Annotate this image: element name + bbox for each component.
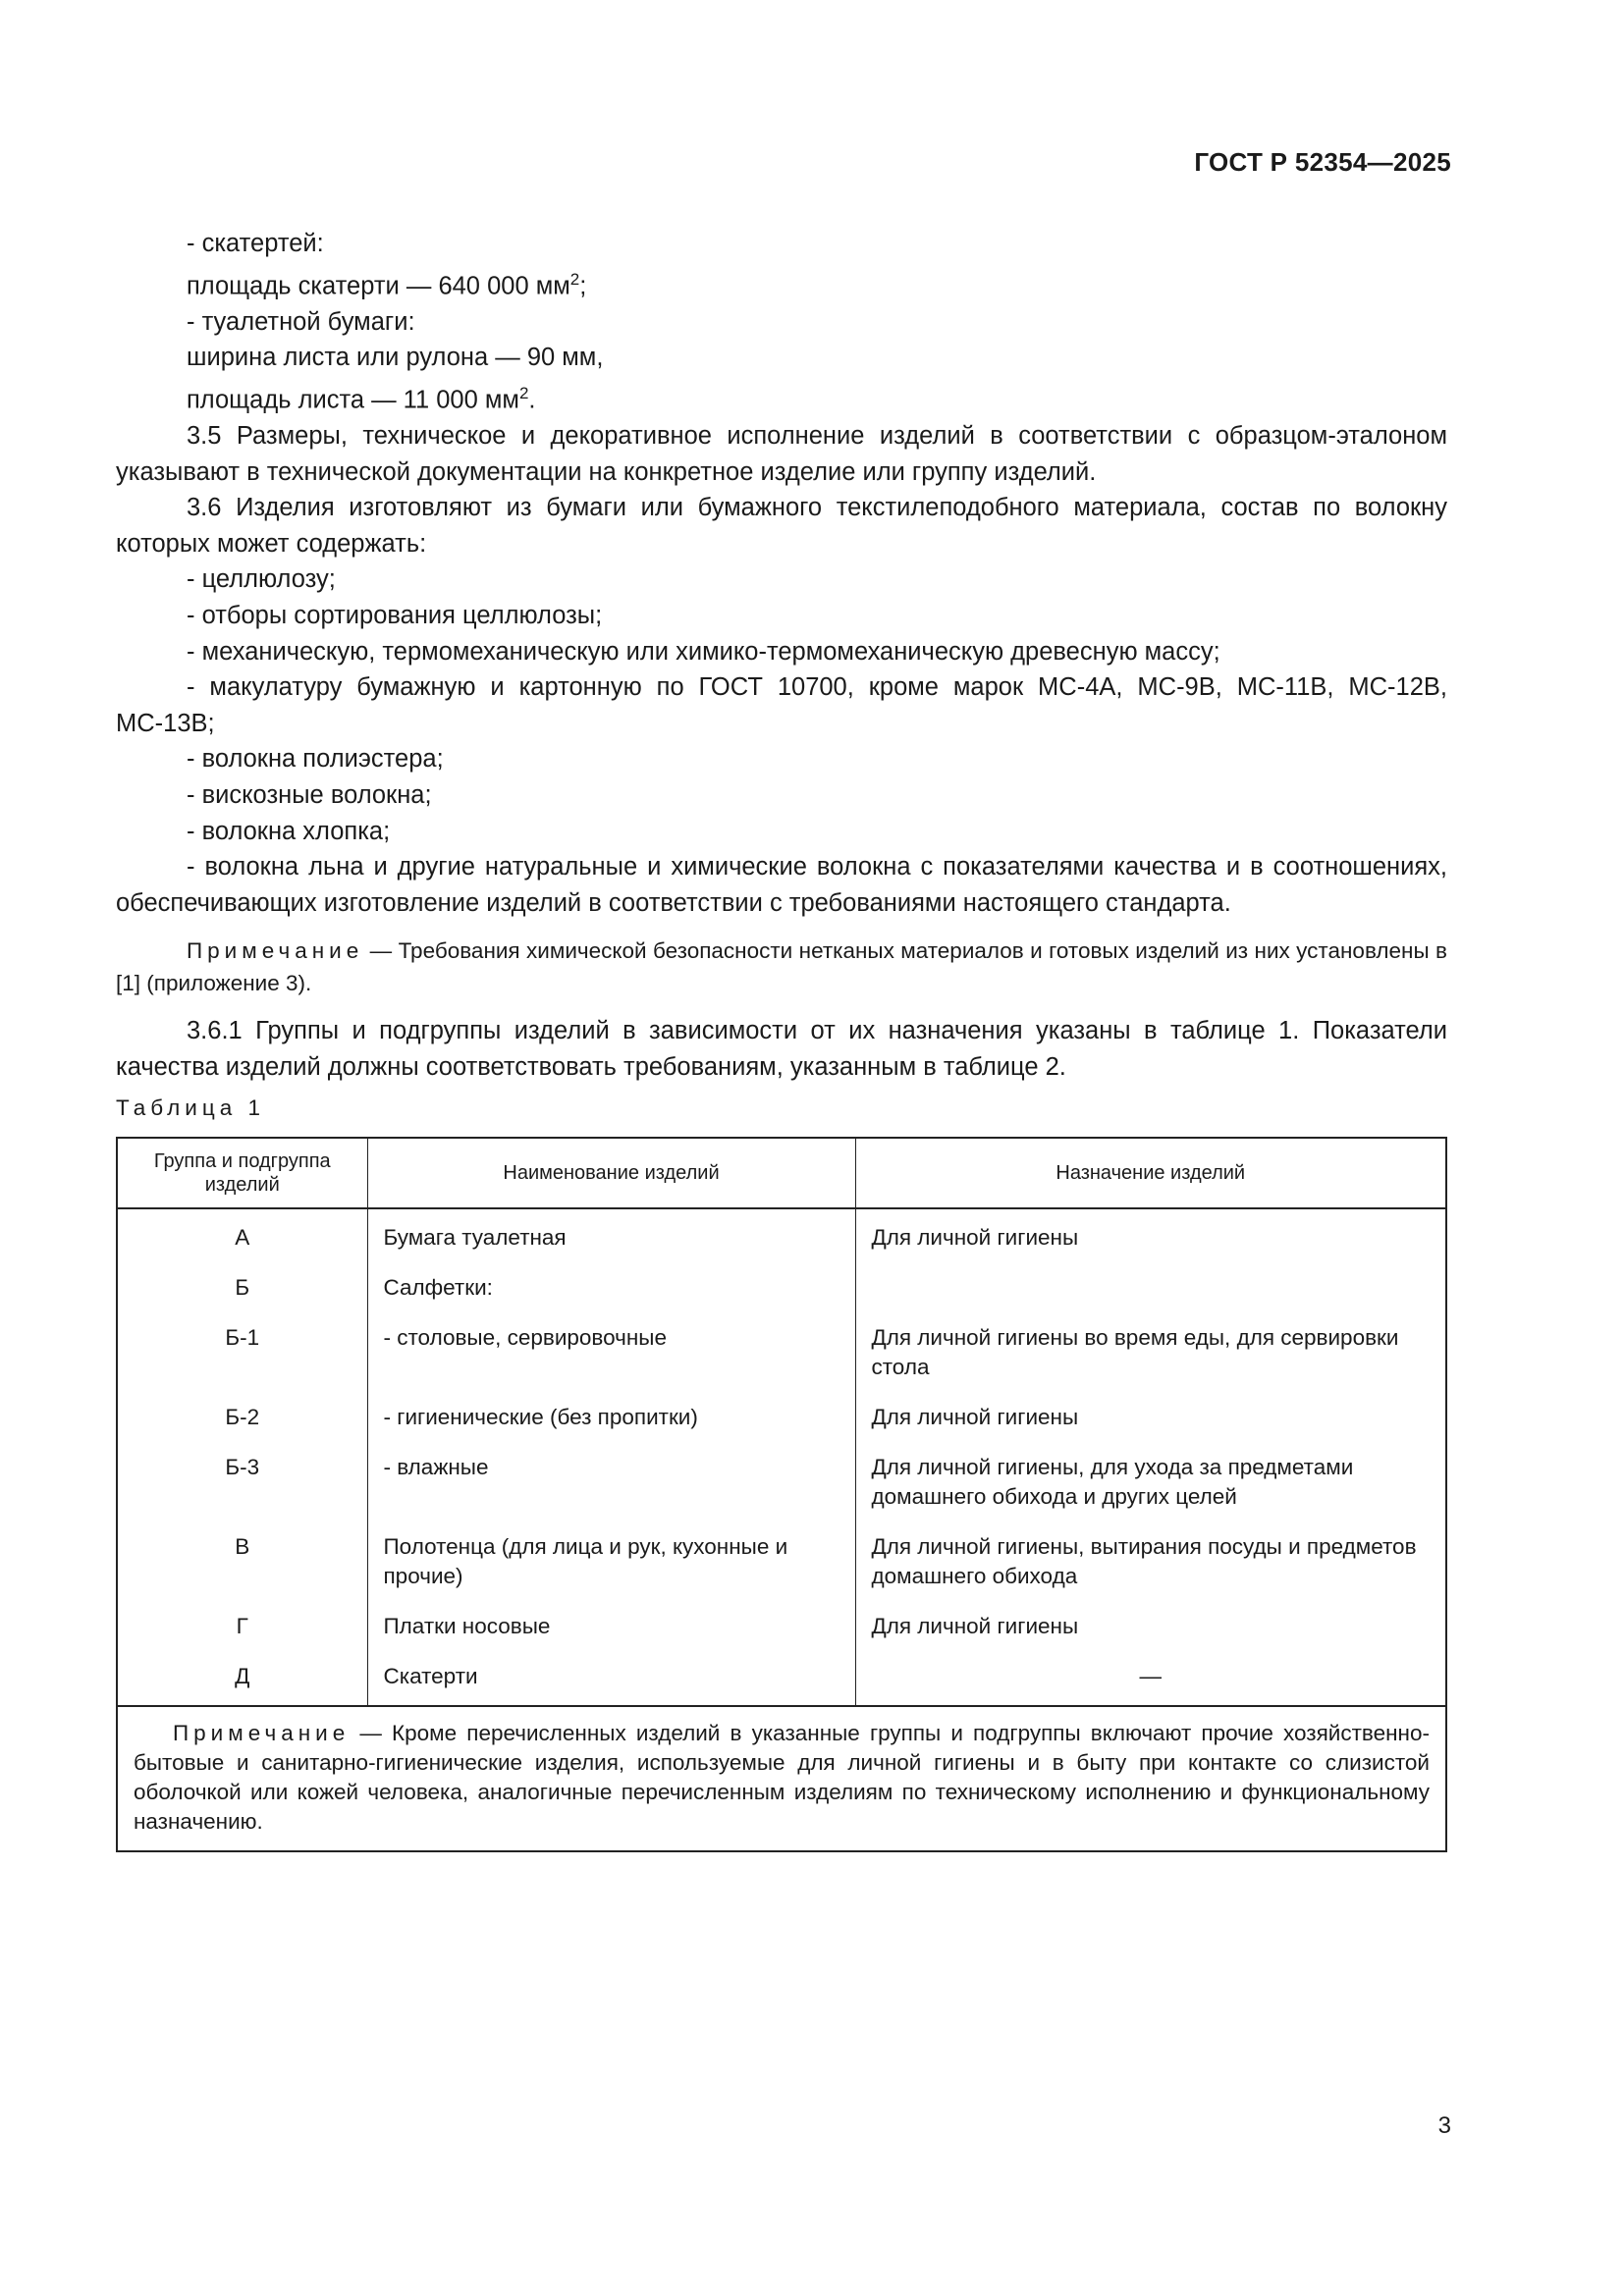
cell-group: Б-2 (117, 1393, 367, 1443)
list-item: - механическую, термомеханическую или химико-термомеханическую древесную массу; (187, 637, 1220, 666)
cell-purpose: Для личной гигиены (855, 1208, 1446, 1263)
paragraph-3-6: 3.6 Изделия изготовляют из бумаги или бумажного текстилеподобного материала, состав по волокну которых может содержать: (116, 494, 1447, 558)
list-item: - скатертей: (187, 230, 324, 257)
product-groups-table (116, 1137, 1447, 1852)
header-purpose: Назначение изделий (855, 1138, 1446, 1208)
list-item: - волокна полиэстера; (187, 745, 444, 774)
cell-group: В (117, 1522, 367, 1602)
cell-purpose: Для личной гигиены (855, 1602, 1446, 1652)
table-row (117, 1313, 1446, 1393)
cell-purpose (855, 1263, 1446, 1313)
note (116, 934, 1447, 999)
table-row (117, 1443, 1446, 1522)
list-item: - туалетной бумаги: (187, 307, 415, 336)
table-header-row (117, 1138, 1446, 1208)
cell-group: Б-3 (117, 1443, 367, 1522)
superscript: 2 (518, 383, 529, 402)
table-row (117, 1263, 1446, 1313)
list-item: - макулатуру бумажную и картонную по ГОСТ 10700, кроме марок МС-4А, МС-9В, МС-11В, МС-12В, МС-13В; (116, 673, 1447, 737)
cell-group: Г (117, 1602, 367, 1652)
cell-purpose: Для личной гигиены, для ухода за предметами домашнего обихода и других целей (855, 1443, 1446, 1522)
cell-name: Платки носовые (367, 1602, 855, 1652)
cell-name: - столовые, сервировочные (367, 1313, 855, 1393)
list-item: - вискозные волокна; (187, 780, 432, 809)
note-text: — Требования химической безопасности нетканых материалов и готовых изделий из них установлены в [1] (приложение 3). (116, 938, 1447, 996)
spec-text: площадь скатерти — 640 000 мм (187, 272, 570, 300)
page-number: 3 (1437, 2112, 1451, 2139)
superscript: 2 (569, 269, 580, 289)
cell-name: Салфетки: (367, 1263, 855, 1313)
table-row (117, 1602, 1446, 1652)
cell-purpose: Для личной гигиены, вытирания посуды и предметов домашнего обихода (855, 1522, 1446, 1602)
table-row (117, 1522, 1446, 1602)
note-label: Примечание (187, 938, 364, 964)
table-row (117, 1652, 1446, 1706)
cell-purpose: — (855, 1652, 1446, 1706)
table-note-row (117, 1706, 1446, 1851)
cell-group: Б (117, 1263, 367, 1313)
spec-punct: . (528, 386, 536, 414)
cell-name: Бумага туалетная (367, 1208, 855, 1263)
cell-name: - гигиенические (без пропитки) (367, 1393, 855, 1443)
cell-purpose: Для личной гигиены во время еды, для сервировки стола (855, 1313, 1446, 1393)
list-item: - целлюлозу; (187, 565, 336, 594)
header-group: Группа и подгруппа изделий (117, 1138, 367, 1208)
document-body (116, 226, 1447, 1085)
table-caption: Таблица 1 (116, 1095, 265, 1120)
cell-group: Д (117, 1652, 367, 1706)
list-item: - волокна льна и другие натуральные и химические волокна с показателями качества и в соотношениях, обеспечивающих изготовление изделий в соответствии с требованиями настоящего стандарта. (116, 853, 1447, 917)
cell-name: Скатерти (367, 1652, 855, 1706)
cell-purpose: Для личной гигиены (855, 1393, 1446, 1443)
cell-group: А (117, 1208, 367, 1263)
list-item: - волокна хлопка; (187, 817, 391, 845)
spec-line: ширина листа или рулона — 90 мм, (187, 344, 604, 372)
paragraph-3-6-1: 3.6.1 Группы и подгруппы изделий в зависимости от их назначения указаны в таблице 1. Показатели качества изделий должны соответствовать требованиям, указанным в таблице 2. (116, 1017, 1447, 1081)
paragraph-3-5: 3.5 Размеры, техническое и декоративное исполнение изделий в соответствии с образцом-эталоном указывают в технической документации на конкретное изделие или группу изделий. (116, 421, 1447, 486)
table-note-label: Примечание (173, 1721, 351, 1745)
cell-group: Б-1 (117, 1313, 367, 1393)
table-row (117, 1393, 1446, 1443)
table-note (117, 1706, 1446, 1851)
spec-text: площадь листа — 11 000 мм (187, 386, 519, 414)
header-name: Наименование изделий (367, 1138, 855, 1208)
cell-name: Полотенца (для лица и рук, кухонные и прочие) (367, 1522, 855, 1602)
spec-line (116, 376, 1447, 418)
list-item: - отборы сортирования целлюлозы; (187, 601, 603, 629)
cell-name: - влажные (367, 1443, 855, 1522)
spec-punct: ; (579, 272, 587, 300)
table-row (117, 1208, 1446, 1263)
standard-code: ГОСТ Р 52354—2025 (1194, 147, 1451, 177)
spec-line (116, 262, 1447, 304)
table-note-text: — Кроме перечисленных изделий в указанные группы и подгруппы включают прочие хозяйственно-бытовые и санитарно-гигиенические изделия, используемые для личной гигиены и в быту при контакте со слизистой оболочкой или кожей человека, аналогичные перечисленным изделиям по техническому исполнению и функциональному назначению. (134, 1721, 1430, 1834)
